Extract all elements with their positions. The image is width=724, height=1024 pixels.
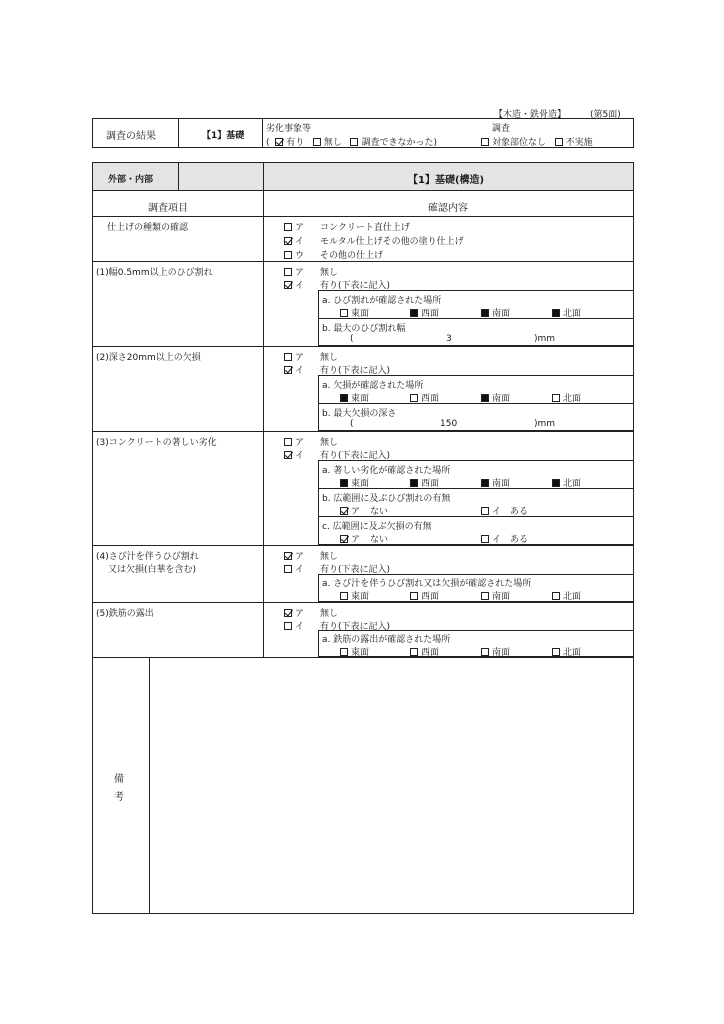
checkbox[interactable] (340, 479, 348, 487)
label: 西面 (421, 394, 440, 404)
label: ア (351, 535, 361, 545)
label: 東面 (351, 592, 370, 602)
option-item (284, 265, 304, 278)
option-item (284, 619, 304, 632)
label: 北面 (563, 592, 582, 602)
checkbox[interactable] (481, 535, 489, 543)
label: ) (433, 138, 437, 148)
deterioration-location-label: a. 著しい劣化が確認された場所 (322, 466, 451, 476)
area-label: 外部・内部 (108, 175, 154, 185)
option-row (284, 248, 304, 261)
checkbox[interactable] (284, 353, 292, 361)
table-line (92, 431, 634, 432)
label: 調査できなかった (361, 138, 434, 148)
label: 北面 (563, 309, 582, 319)
loc (410, 589, 439, 602)
label: 不実施 (565, 138, 593, 148)
label: イ (295, 451, 305, 461)
loc (552, 306, 581, 319)
rust-location-label: a. さび汁を伴うひび割れ又は欠損が確認された場所 (322, 579, 532, 589)
label: ア (351, 507, 361, 517)
checkbox[interactable] (481, 592, 489, 600)
loc (340, 476, 369, 489)
label: 東面 (351, 479, 370, 489)
label: イ (295, 622, 305, 632)
deterioration-options (266, 135, 437, 148)
checkbox[interactable] (340, 592, 348, 600)
label: 有り (286, 138, 305, 148)
label: 東面 (351, 309, 370, 319)
result-section: 【1】基礎 (202, 131, 245, 141)
option-item (284, 448, 304, 461)
table-line (318, 516, 634, 517)
option-label: 有り(下表に記入) (320, 281, 391, 291)
loc (340, 391, 369, 404)
table-line (178, 162, 179, 190)
table-line (92, 657, 634, 658)
table-line (149, 657, 150, 914)
checkbox[interactable] (275, 138, 283, 146)
survey-options (481, 135, 593, 148)
checkbox[interactable] (552, 648, 560, 656)
loc (552, 391, 581, 404)
loc (552, 476, 581, 489)
label: ( (266, 138, 270, 148)
table-line (92, 346, 634, 347)
checkbox[interactable] (552, 394, 560, 402)
checkbox[interactable] (481, 479, 489, 487)
loc (552, 589, 581, 602)
loc (410, 476, 439, 489)
item-rebar: (5)鉄筋の露出 (96, 609, 154, 619)
option-item (284, 549, 304, 562)
option-label: モルタル仕上げその他の塗り仕上げ (320, 237, 464, 247)
section-title: 【1】基礎(構造) (408, 175, 485, 186)
col-content-header: 確認内容 (428, 203, 468, 214)
item-rust: (4)さび汁を伴うひび割れ (96, 552, 199, 562)
label: 東面 (351, 394, 370, 404)
label: 西面 (421, 648, 440, 658)
label: ア (295, 552, 305, 562)
checkbox[interactable] (284, 281, 292, 289)
label: 南面 (492, 309, 511, 319)
option-label: 無し (320, 438, 339, 448)
table-line (92, 602, 634, 603)
item-deterioration: (3)コンクリートの著しい劣化 (96, 438, 217, 448)
label: イ (492, 535, 502, 545)
option-item (340, 504, 360, 517)
checkbox[interactable] (284, 251, 292, 259)
checkbox[interactable] (481, 648, 489, 656)
label: 西面 (421, 592, 440, 602)
checkbox[interactable] (340, 648, 348, 656)
checkbox[interactable] (481, 309, 489, 317)
checkbox[interactable] (284, 237, 292, 245)
table-line (178, 118, 179, 148)
paren-open: ( (350, 334, 354, 344)
defect-max-value[interactable]: 150 (440, 419, 458, 429)
label: 南面 (492, 479, 511, 489)
label: 南面 (492, 648, 511, 658)
loc (410, 306, 439, 319)
label: 南面 (492, 592, 511, 602)
label: イ (295, 366, 305, 376)
checkbox[interactable] (552, 479, 560, 487)
option-item (284, 606, 304, 619)
option-label: 無し (320, 268, 339, 278)
label: ア (295, 223, 305, 233)
wide-crack-label: b. 広範囲に及ぶひび割れの有無 (322, 494, 451, 504)
loc (410, 391, 439, 404)
unit-mm: )mm (534, 419, 556, 429)
checkbox[interactable] (552, 592, 560, 600)
option-label: その他の仕上げ (320, 251, 384, 261)
option-label: 有り(下表に記入) (320, 366, 391, 376)
option-label: 無し (320, 353, 339, 363)
loc (481, 476, 510, 489)
checkbox[interactable] (284, 268, 292, 276)
checkbox[interactable] (284, 565, 292, 573)
form-category: 【木造・鉄骨造】 (494, 110, 567, 120)
checkbox[interactable] (284, 552, 292, 560)
table-line (92, 261, 634, 262)
option-row (284, 220, 304, 233)
table-line (92, 216, 634, 217)
label: ア (295, 438, 305, 448)
label: 対象部位なし (492, 138, 547, 148)
table-line (92, 190, 634, 191)
checkbox[interactable] (340, 535, 348, 543)
checkbox[interactable] (284, 223, 292, 231)
survey-title: 調査 (492, 124, 511, 134)
option-label: コンクリート直仕上げ (320, 223, 410, 233)
table-line (92, 545, 634, 546)
label: イ (492, 507, 502, 517)
label: 北面 (563, 394, 582, 404)
option-item (284, 350, 304, 363)
defect-location-label: a. 欠損が確認された場所 (322, 381, 424, 391)
option-item (481, 504, 501, 517)
checkbox[interactable] (340, 507, 348, 515)
checkbox[interactable] (284, 451, 292, 459)
loc (340, 306, 369, 319)
checkbox[interactable] (410, 394, 418, 402)
checkbox[interactable] (481, 138, 489, 146)
loc (340, 589, 369, 602)
option-item (481, 532, 501, 545)
result-label: 調査の結果 (106, 131, 156, 142)
label: 西面 (421, 309, 440, 319)
option-label: 有り(下表に記入) (320, 565, 391, 575)
rebar-location-label: a. 鉄筋の露出が確認された場所 (322, 635, 451, 645)
checkbox[interactable] (410, 592, 418, 600)
item-defect: (2)深さ20mm以上の欠損 (96, 353, 201, 363)
checkbox[interactable] (410, 479, 418, 487)
label: 北面 (563, 648, 582, 658)
label: ア (295, 353, 305, 363)
label: イ (295, 237, 305, 247)
label: イ (295, 565, 305, 575)
label: ア (295, 268, 305, 278)
checkbox[interactable] (340, 394, 348, 402)
checkbox[interactable] (313, 138, 321, 146)
option-item (284, 562, 304, 575)
checkbox[interactable] (340, 309, 348, 317)
option-item (284, 363, 304, 376)
loc (481, 589, 510, 602)
option-item (284, 278, 304, 291)
option-item (340, 532, 360, 545)
checkbox[interactable] (410, 648, 418, 656)
label: 無し (323, 138, 342, 148)
label: 南面 (492, 394, 511, 404)
remarks-area[interactable] (152, 660, 630, 910)
checkbox[interactable] (350, 138, 358, 146)
option-row (284, 234, 304, 247)
checkbox[interactable] (284, 366, 292, 374)
deterioration-title: 劣化事象等 (266, 124, 312, 134)
option-label: ある (510, 535, 529, 545)
item-crack: (1)幅0.5mm以上のひび割れ (96, 268, 213, 278)
item-finish: 仕上げの種類の確認 (107, 223, 189, 233)
label: 東面 (351, 648, 370, 658)
remarks-label-1: 備 (114, 774, 124, 785)
paren-open: ( (350, 419, 354, 429)
item-rust-line2: 又は欠損(白華を含む) (108, 565, 197, 575)
option-label: ある (510, 507, 529, 517)
option-label: ない (370, 535, 389, 545)
checkbox[interactable] (284, 609, 292, 617)
option-label: 無し (320, 552, 339, 562)
crack-location-label: a. ひび割れが確認された場所 (322, 296, 442, 306)
area-header-bg (93, 163, 633, 190)
crack-max-value[interactable]: 3 (446, 334, 452, 344)
checkbox[interactable] (284, 622, 292, 630)
option-label: 有り(下表に記入) (320, 451, 391, 461)
defect-max-label: b. 最大欠損の深さ (322, 409, 397, 419)
checkbox[interactable] (481, 394, 489, 402)
label: 西面 (421, 479, 440, 489)
table-line (263, 162, 264, 657)
option-label: 有り(下表に記入) (320, 622, 391, 632)
option-item (284, 435, 304, 448)
checkbox[interactable] (284, 438, 292, 446)
checkbox[interactable] (552, 309, 560, 317)
table-line (262, 118, 263, 148)
remarks-label-2: 考 (114, 792, 124, 803)
checkbox[interactable] (410, 309, 418, 317)
loc (481, 306, 510, 319)
unit-mm: )mm (534, 334, 556, 344)
option-label: ない (370, 507, 389, 517)
loc (481, 391, 510, 404)
crack-max-label: b. 最大のひび割れ幅 (322, 324, 406, 334)
col-item-header: 調査項目 (148, 203, 188, 214)
checkbox[interactable] (481, 507, 489, 515)
label: ア (295, 609, 305, 619)
label: イ (295, 281, 305, 291)
label: ウ (295, 251, 305, 261)
checkbox[interactable] (555, 138, 563, 146)
page-number: (第5面) (590, 110, 621, 120)
label: 北面 (563, 479, 582, 489)
option-label: 無し (320, 609, 339, 619)
wide-defect-label: c. 広範囲に及ぶ欠損の有無 (322, 522, 432, 532)
